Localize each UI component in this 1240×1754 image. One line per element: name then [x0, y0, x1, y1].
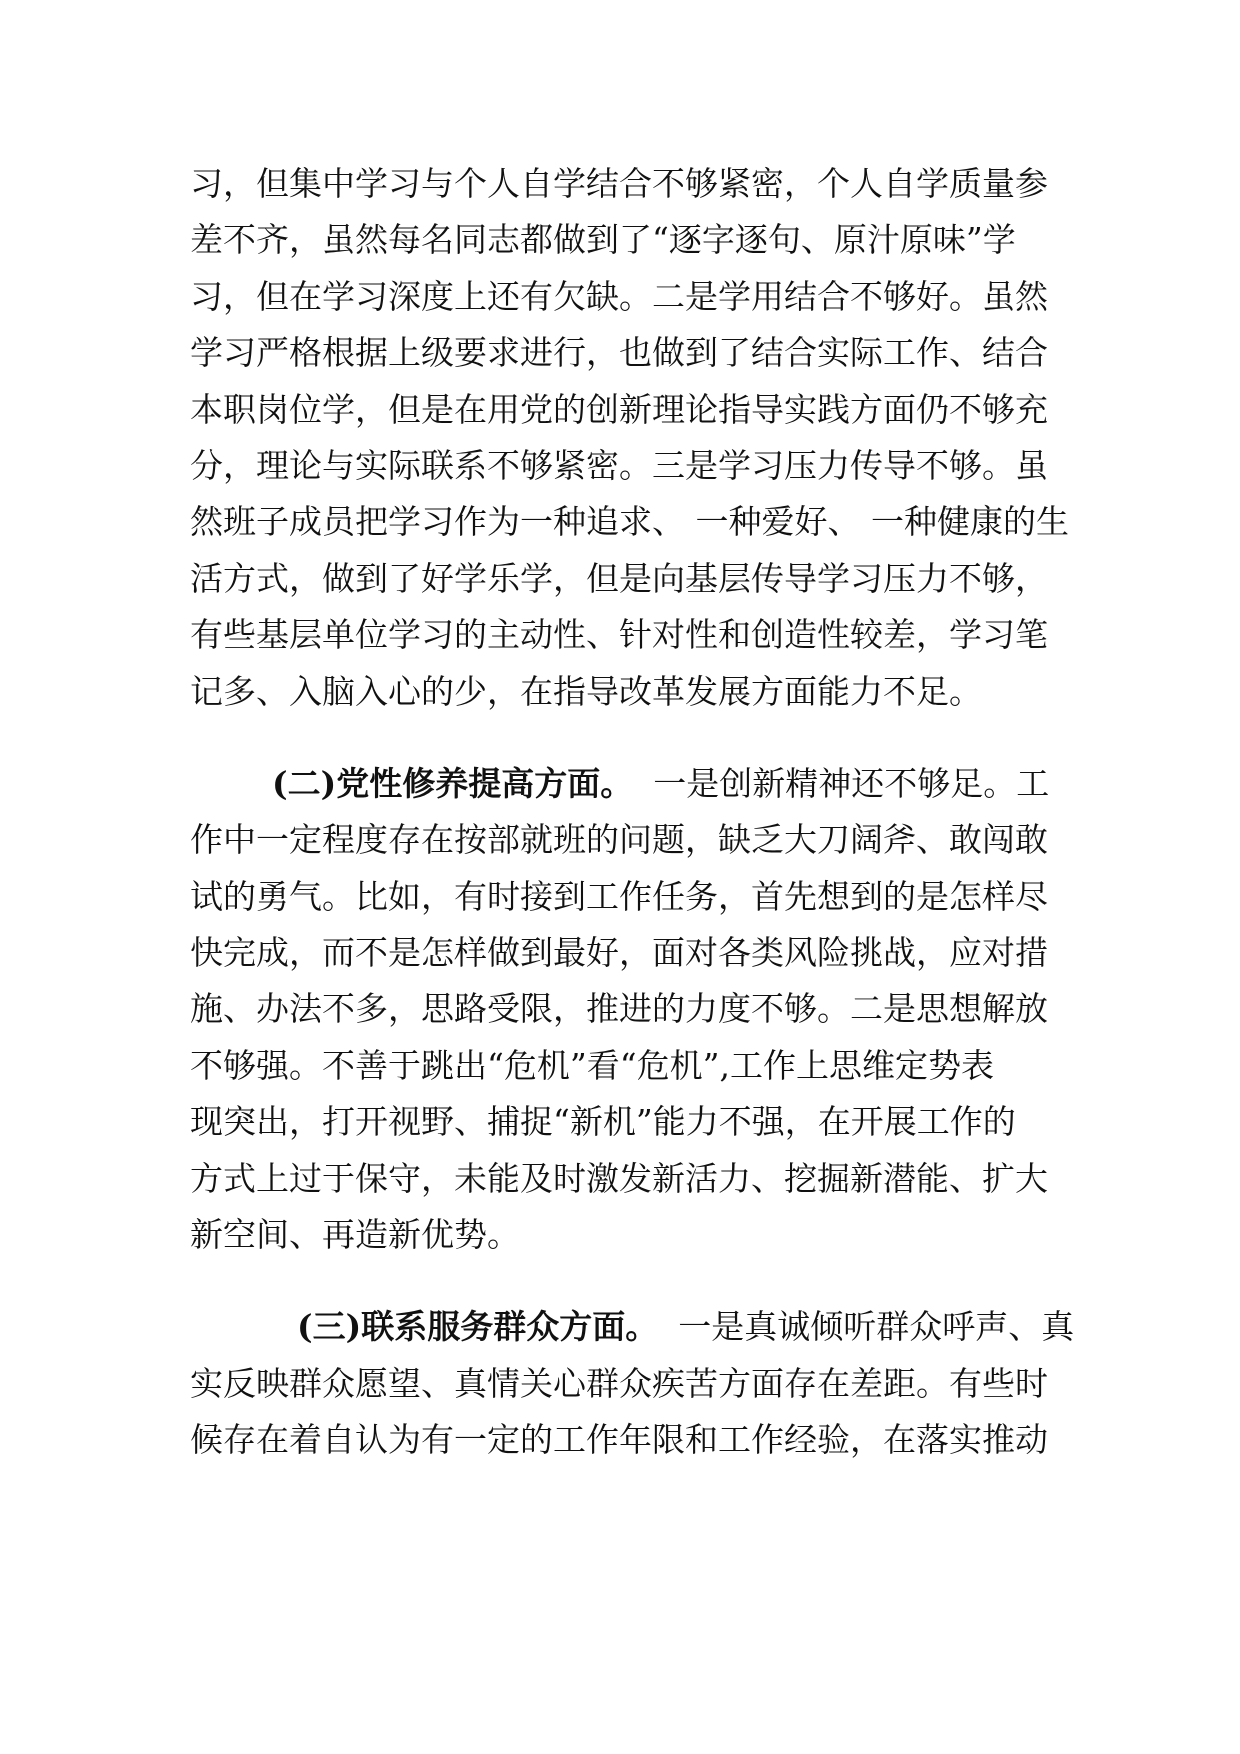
text-line: 有些基层单位学习的主动性、针对性和创造性较差，学习笔: [190, 615, 1048, 655]
text-line: 新空间、再造新优势。: [190, 1215, 520, 1255]
text-line: 本职岗位学，但是在用党的创新理论指导实践方面仍不够充: [190, 389, 1048, 429]
text-line: 快完成，而不是怎样做到最好，面对各类风险挑战，应对措: [190, 933, 1048, 973]
text-line: 习，但在学习深度上还有欠缺。二是学用结合不够好。虽然: [190, 276, 1048, 316]
section-heading: (三)联系服务群众方面。: [297, 1307, 659, 1347]
text-line: 然班子成员把学习作为一种追求、 一种爱好、 一种健康的生: [190, 502, 1069, 542]
paragraph-party-spirit: [190, 756, 1060, 1264]
text-line: 差不齐，虽然每名同志都做到了“逐字逐句、原汁原味”学: [190, 220, 1016, 260]
text-line: 学习严格根据上级要求进行，也做到了结合实际工作、结合: [190, 333, 1048, 373]
text-line: 现突出，打开视野、捕捉“新机”能力不强，在开展工作的: [190, 1102, 1016, 1142]
text-line: 活方式，做到了好学乐学，但是向基层传导学习压力不够，: [190, 558, 1048, 598]
paragraph-spacer: [190, 720, 1060, 756]
first-line-text: 一是真诚倾听群众呼声、真: [678, 1307, 1075, 1347]
text-line: 候存在着自认为有一定的工作年限和工作经验，在落实推动: [190, 1420, 1048, 1460]
first-line: [190, 756, 1060, 812]
first-line: [190, 1299, 1075, 1355]
text-line: 习，但集中学习与个人自学结合不够紧密，个人自学质量参: [190, 164, 1048, 203]
text-line: 分，理论与实际联系不够紧密。三是学习压力传导不够。虽: [190, 445, 1048, 485]
text-line: 施、办法不多，思路受限，推进的力度不够。二是思想解放: [190, 989, 1048, 1029]
first-line-text: 一是创新精神还不够足。工: [653, 763, 1050, 803]
paragraph-study: [190, 156, 1069, 720]
text-line: 记多、入脑入心的少，在指导改革发展方面能力不足。: [190, 671, 982, 711]
text-line: 试的勇气。比如，有时接到工作任务，首先想到的是怎样尽: [190, 876, 1048, 916]
section-heading: (二)党性修养提高方面。: [272, 763, 634, 803]
text-line: 方式上过于保守，未能及时激发新活力、挖掘新潜能、扩大: [190, 1158, 1048, 1198]
paragraph-spacer: [190, 1263, 1060, 1299]
document-body: [190, 156, 1075, 1469]
text-line: 作中一定程度存在按部就班的问题，缺乏大刀阔斧、敢闯敢: [190, 820, 1048, 860]
text-line: 不够强。不善于跳出“危机”看“危机”,工作上思维定势表: [190, 1045, 994, 1085]
paragraph-serving-masses: [190, 1299, 1075, 1468]
text-line: 实反映群众愿望、真情关心群众疾苦方面存在差距。有些时: [190, 1363, 1048, 1403]
